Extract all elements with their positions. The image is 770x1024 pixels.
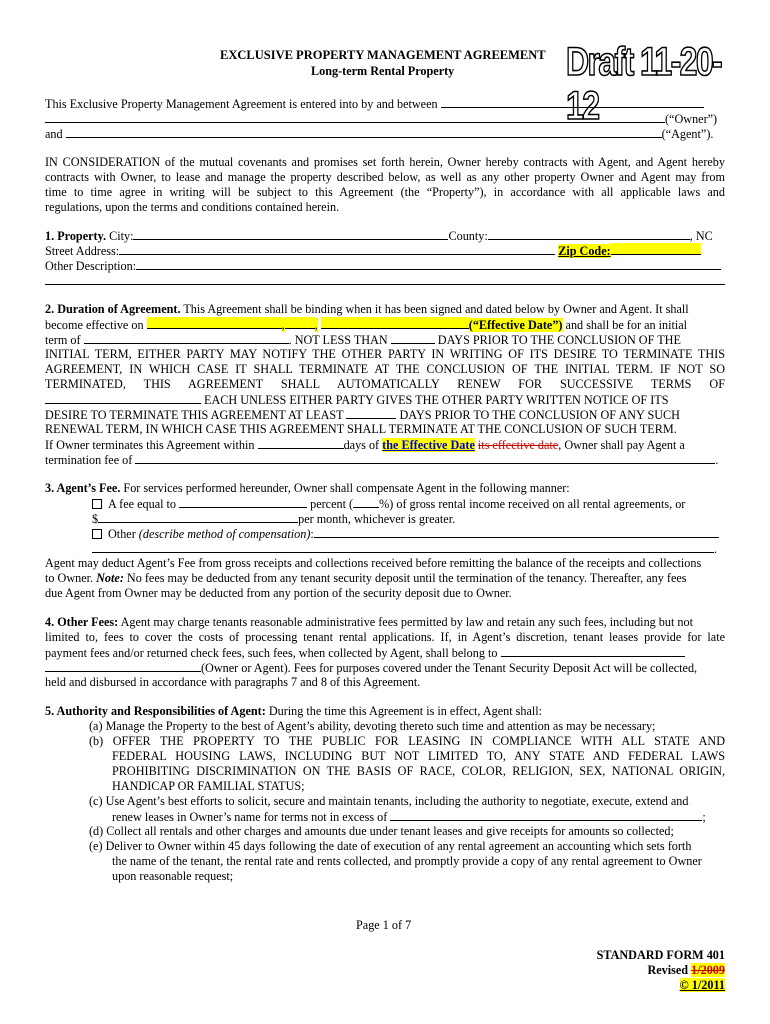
fee-percent-checkbox[interactable] [92, 499, 102, 509]
consideration-line-3: time to time agree in writing will be subject to this Agreement (the “Property”), in accordance with all applicable laws and [45, 185, 725, 199]
section3-para-3: due Agent from Owner may be deducted from any portion of the security deposit due to Owner. [45, 586, 512, 600]
section5-item-e-2: the name of the tenant, the rental rate and rents collected, and promptly provide a copy of any rental agreement to Owner [112, 854, 702, 868]
per-month-text: per month, whichever is greater. [298, 512, 456, 526]
note-text: No fees may be deducted from any tenant security deposit until the termination of the tenancy. Thereafter, any fees [126, 571, 687, 585]
page-number: Page 1 of 7 [356, 918, 412, 932]
intro-line [45, 96, 704, 111]
section2-line-9: RENEWAL TERM, IN WHICH CASE THIS AGREEMENT SHALL TERMINATE AT THE CONCLUSION OF SUCH TERM. [45, 422, 677, 436]
section5-item-c-1: (c) Use Agent’s best efforts to solicit, secure and maintain tenants, including the authority to negotiate, execute, extend and [89, 794, 689, 808]
describe-method-text: (describe method of compensation) [138, 527, 311, 541]
section2-line-1 [45, 302, 689, 316]
owner-label: (“Owner”) [665, 112, 718, 126]
owner-line [45, 111, 717, 126]
section2-text-10a: If Owner terminates this Agreement within [45, 438, 255, 452]
section1-street-line [45, 243, 701, 258]
document-subtitle: Long-term Rental Property [311, 64, 455, 78]
effective-date-deleted: its effective date [477, 438, 559, 452]
effective-date-label: (“Effective Date”) [468, 318, 563, 332]
fee-option-2 [92, 526, 719, 541]
late-fee-owner-field-2[interactable] [45, 660, 201, 672]
section4-line-1 [45, 615, 693, 629]
section2-line-11: termination fee of . [45, 453, 719, 467]
section2-line-5: AGREEMENT, IN WHICH CASE IT SHALL TERMINATE AT THE CONCLUSION OF THE INITIAL TERM. IF NOT SO [45, 362, 725, 376]
section2-line-3 [45, 332, 681, 347]
section5-heading: 5. Authority and Responsibilities of Agent: [45, 704, 266, 718]
termination-fee-text: termination fee of [45, 453, 133, 467]
owner-name-field-2[interactable] [45, 111, 665, 123]
gross-rental-text: %) of gross rental income received on all rental agreements, or [379, 497, 686, 511]
section2-text-1: This Agreement shall be binding when it has been signed and dated below by Owner and Agent. It shall [183, 302, 689, 316]
section4-line-5: held and disbursed in accordance with paragraphs 7 and 8 of this Agreement. [45, 675, 421, 689]
section3-line-1 [45, 481, 570, 495]
section5-item-e-1: (e) Deliver to Owner within 45 days following the date of execution of any rental agreement an accounting which sets forth [89, 839, 692, 853]
section3-para-2 [45, 571, 687, 585]
section4-text-1: Agent may charge tenants reasonable administrative fees permitted by law and retain any such fees, including but not [120, 615, 693, 629]
agent-line [45, 126, 713, 141]
percent-text: percent ( [310, 497, 354, 511]
colon: : [310, 527, 314, 541]
section2-line-4: INITIAL TERM, EITHER PARTY MAY NOTIFY THE OTHER PARTY IN WRITING OF ITS DESIRE TO TERMINATE THIS [45, 347, 725, 361]
section4-line-3 [45, 645, 685, 660]
section5-intro: During the time this Agreement is in effect, Agent shall: [268, 704, 543, 718]
county-label: County: [448, 229, 488, 243]
section4-line-2: limited to, fees to cover the costs of processing tenant rental applications. If, in Agent’s discretion, tenant leases provide for late [45, 630, 725, 644]
section5-item-c-2: renew leases in Owner’s name for terms not in excess of ; [112, 810, 706, 824]
document-title: EXCLUSIVE PROPERTY MANAGEMENT AGREEMENT [220, 48, 546, 62]
section4-heading: 4. Other Fees: [45, 615, 119, 629]
section5-line-1 [45, 704, 542, 718]
section1-other-line-2 [45, 273, 725, 288]
effective-day-field[interactable] [285, 317, 315, 329]
termination-days-field[interactable] [258, 437, 344, 449]
fee-option-1b [92, 511, 455, 526]
lease-term-field[interactable] [390, 809, 702, 821]
section5-item-b-2: FEDERAL HOUSING LAWS, INCLUDING BUT NOT LIMITED TO, ANY STATE AND FEDERAL LAWS [112, 749, 725, 763]
section3-heading: 3. Agent’s Fee. [45, 481, 121, 495]
section1-heading: 1. Property. [45, 229, 107, 243]
renewal-notice-days-field[interactable] [346, 407, 396, 419]
fee-percent-field[interactable] [353, 496, 379, 508]
form-number: STANDARD FORM 401 [596, 948, 725, 962]
term-of-text: term of [45, 333, 81, 347]
fee-other-checkbox[interactable] [92, 529, 102, 539]
section2-line-7 [45, 392, 669, 407]
note-label: Note: [96, 571, 124, 585]
effective-year-field[interactable] [321, 317, 469, 329]
section1-city-line [45, 228, 713, 243]
revised-line [647, 963, 725, 977]
zip-label: Zip Code: [558, 244, 611, 258]
agent-name-field[interactable] [66, 126, 662, 138]
days-of-text: days of [343, 438, 380, 452]
section2-text-7: EACH UNLESS EITHER PARTY GIVES THE OTHER PARTY WRITTEN NOTICE OF ITS [204, 393, 669, 407]
other-description-label: Other Description: [45, 259, 137, 273]
fee-option-2b: . [92, 541, 717, 556]
section5-item-e-3: upon reasonable request; [112, 869, 234, 883]
section2-line-8 [45, 407, 680, 422]
copyright-date: © 1/2011 [679, 978, 725, 992]
fee-monthly-field[interactable] [98, 511, 298, 523]
effective-on-text: become effective on [45, 318, 144, 332]
revised-old-date: 1/2009 [691, 963, 725, 977]
section2-line-10 [45, 437, 685, 452]
fee-option-1 [92, 496, 685, 511]
section2-text-8b: DAYS PRIOR TO THE CONCLUSION OF ANY SUCH [399, 408, 680, 422]
section2-line-6: TERMINATED, THIS AGREEMENT SHALL AUTOMATICALLY RENEW FOR SUCCESSIVE TERMS OF [45, 377, 725, 391]
effective-date-inserted: the Effective Date [382, 438, 475, 452]
term-field[interactable] [84, 332, 289, 344]
section2-text-8a: DESIRE TO TERMINATE THIS AGREEMENT AT LEAST [45, 408, 344, 422]
to-owner-text: to Owner. [45, 571, 94, 585]
section2-line-2: become effective on , , (“Effective Date”) and shall be for an initial [45, 318, 688, 332]
zip-field[interactable] [611, 243, 701, 255]
dollar-sign: $ [92, 512, 99, 526]
not-less-text: . NOT LESS THAN [288, 333, 388, 347]
city-label: City: [109, 229, 134, 243]
revised-label: Revised [647, 963, 689, 977]
renewal-term-field[interactable] [45, 392, 201, 404]
owner-name-field[interactable] [441, 96, 704, 108]
city-field[interactable] [133, 228, 448, 240]
consideration-line-2: contracts with Owner, to lease and manage the property described below, as well as any other property Owner and Agent may from [45, 170, 725, 184]
section5-item-b-1: (b) OFFER THE PROPERTY TO THE PUBLIC FOR LEASING IN COMPLIANCE WITH ALL STATE AND [89, 734, 725, 748]
effective-month-field[interactable] [147, 317, 282, 329]
fee-equal-text: A fee equal to [108, 497, 177, 511]
street-field[interactable] [119, 243, 555, 255]
draft-stamp: Draft 11-20-12 [566, 40, 722, 128]
section5-item-d: (d) Collect all rentals and other charges and amounts due under tenant leases and give receipts for amounts so collected; [89, 824, 674, 838]
section5-item-b-3: PROHIBITING DISCRIMINATION ON THE BASIS OF RACE, COLOR, RELIGION, SEX, NATIONAL ORIGIN, [112, 764, 725, 778]
consideration-line-4: regulations, upon the terms and conditions contained herein. [45, 200, 340, 214]
section2-text-10e: , Owner shall pay Agent a [558, 438, 685, 452]
lease-term-text: renew leases in Owner’s name for terms not in excess of [112, 810, 388, 824]
termination-fee-field[interactable] [135, 452, 715, 464]
section4-line-4 [45, 660, 697, 675]
notice-days-field[interactable] [391, 332, 435, 344]
section5-item-b-4: HANDICAP OR FAMILIAL STATUS; [112, 779, 305, 793]
section2-text-2: and shall be for an initial [565, 318, 688, 332]
fee-percent-words-field[interactable] [179, 496, 307, 508]
section4-text-4: (Owner or Agent). Fees for purposes covered under the Tenant Security Deposit Act will be collected, [201, 661, 698, 675]
and-text: and [45, 127, 63, 141]
other-text: Other [108, 527, 136, 541]
consideration-line-1: IN CONSIDERATION of the mutual covenants and promises set forth herein, Owner hereby contracts with Agent, and Agent hereby [45, 155, 725, 169]
section4-text-3: payment fees and/or returned check fees, such fees, when collected by Agent, shall belong to [45, 646, 498, 660]
other-description-field-2[interactable] [45, 273, 725, 285]
state-text: , NC [689, 229, 713, 243]
agent-label: (“Agent”). [661, 127, 714, 141]
section5-item-a: (a) Manage the Property to the best of Agent’s ability, devoting thereto such time and attention as may be necessary; [89, 719, 656, 733]
section2-heading: 2. Duration of Agreement. [45, 302, 181, 316]
section2-text-3: DAYS PRIOR TO THE CONCLUSION OF THE [437, 333, 681, 347]
fee-other-field[interactable] [314, 526, 719, 538]
street-label: Street Address: [45, 244, 120, 258]
section3-text-1: For services performed hereunder, Owner shall compensate Agent in the following manner: [123, 481, 570, 495]
fee-other-field-2[interactable] [92, 541, 714, 553]
intro-text: This Exclusive Property Management Agreement is entered into by and between [45, 97, 438, 111]
section3-para-1: Agent may deduct Agent’s Fee from gross receipts and collections received before remitting the balance of the receipts and collections [45, 556, 702, 570]
county-field[interactable] [488, 228, 690, 240]
section1-other-line [45, 258, 721, 273]
late-fee-owner-field[interactable] [501, 645, 685, 657]
other-description-field[interactable] [136, 258, 721, 270]
